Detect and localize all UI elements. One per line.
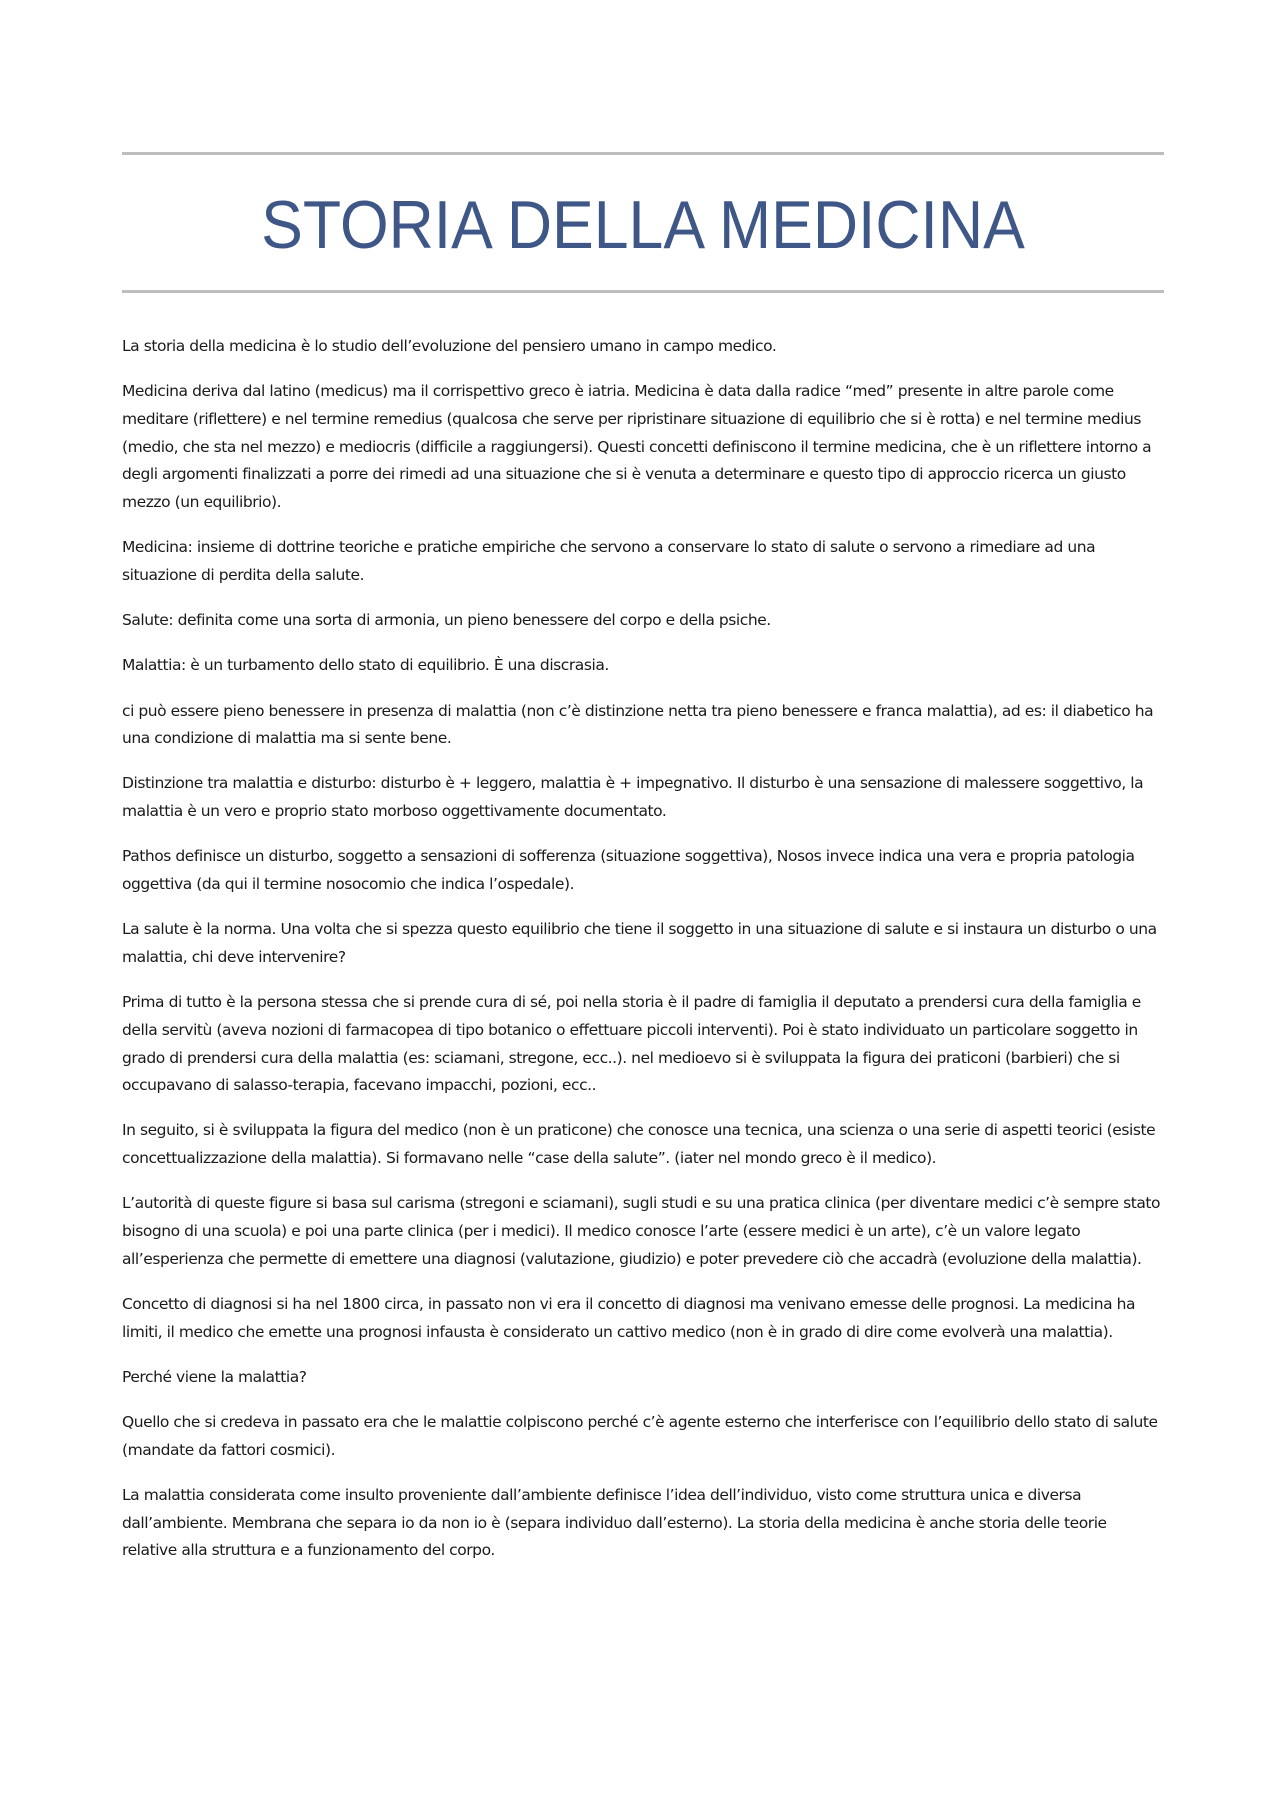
paragraph-intro: La storia della medicina è lo studio dell’evoluzione del pensiero umano in campo medico. (122, 337, 777, 355)
title-top-rule (122, 152, 1164, 155)
paragraph-passato: Quello che si credeva in passato era che le malattie colpiscono perché c’è agente esterno che interferisce con l’equilibrio dello stato di salute (mandate da fattori cosmici). (122, 1413, 1158, 1459)
paragraph-distinzione: Distinzione tra malattia e disturbo: disturbo è + leggero, malattia è + impegnativo. Il disturbo è una sensazione di malessere soggettivo, la malattia è un vero e proprio stato morboso oggettivamente documentato. (122, 774, 1144, 821)
paragraph-ambiente: La malattia considerata come insulto proveniente dall’ambiente definisce l’idea dell’individuo, visto come struttura unica e diversa dall’ambiente. Membrana che separa io da non io è (separa individuo dall’esterno). La storia della medicina è anche storia delle teorie relative alla struttura e a funzionamento del corpo. (122, 1486, 1107, 1560)
document-title: STORIA DELLA MEDICINA (261, 187, 1025, 263)
paragraph-benessere: ci può essere pieno benessere in presenza di malattia (non c’è distinzione netta tra pieno benessere e franca malattia), ad es: il diabetico ha una condizione di malattia ma si sente bene. (122, 701, 1154, 748)
paragraph-diagnosi: Concetto di diagnosi si ha nel 1800 circa, in passato non vi era il concetto di diagnosi ma venivano emesse delle prognosi. La medicina ha limiti, il medico che emette una prognosi infausta è considerato un cattivo medico (non è in grado di dire come evolverà una malattia). (122, 1294, 1136, 1341)
paragraph-definition-malattia: Malattia: è un turbamento dello stato di equilibrio. È una discrasia. (122, 656, 609, 675)
document-body (122, 333, 1164, 1583)
paragraph-definition-medicina: Medicina: insieme di dottrine teoriche e pratiche empiriche che servono a conservare lo stato di salute o servono a rimediare ad una situazione di perdita della salute. (122, 538, 1096, 584)
paragraph-pathos-nosos: Pathos definisce un disturbo, soggetto a sensazioni di sofferenza (situazione soggettiva), Nosos invece indica una vera e propria patologia oggettiva (da qui il termine nosocomio che indica l’ospedale). (122, 847, 1135, 894)
paragraph-definition-salute: Salute: definita come una sorta di armonia, un pieno benessere del corpo e della psiche. (122, 611, 771, 630)
paragraph-medico: In seguito, si è sviluppata la figura del medico (non è un praticone) che conosce una tecnica, una scienza o una serie di aspetti teorici (esiste concettualizzazione della malattia). Si formavano nelle “case della salute”. (iater nel mondo greco è il medico). (122, 1121, 1156, 1168)
paragraph-autorita: L’autorità di queste figure si basa sul carisma (stregoni e sciamani), sugli studi e su una pratica clinica (per diventare medici c’è sempre stato bisogno di una scuola) e poi una parte clinica (per i medici). Il medico conosce l’arte (essere medici è un arte), c’è un valore legato all’esperienza che permette di emettere una diagnosi (valutazione, giudizio) e poter prevedere ciò che accadrà (evoluzione della malattia). (122, 1194, 1161, 1268)
paragraph-question: Perché viene la malattia? (122, 1367, 307, 1386)
paragraph-cura: Prima di tutto è la persona stessa che si prende cura di sé, poi nella storia è il padre di famiglia il deputato a prendersi cura della famiglia e della servitù (aveva nozioni di farmacopea di tipo botanico o effettuare piccoli interventi). Poi è stato individuato un particolare soggetto in grado di prendersi cura della malattia (es: sciamani, stregone, ecc..). nel medioevo si è sviluppata la figura dei praticoni (barbieri) che si occupavano di salasso-terapia, facevano impacchi, pozioni, ecc.. (122, 993, 1141, 1095)
title-bottom-rule (122, 290, 1164, 293)
paragraph-norma: La salute è la norma. Una volta che si spezza questo equilibrio che tiene il soggetto in una situazione di salute e si instaura un disturbo o una malattia, chi deve intervenire? (122, 920, 1157, 966)
paragraph-etymology: Medicina deriva dal latino (medicus) ma il corrispettivo greco è iatria. Medicina è data dalla radice “med” presente in altre parole come meditare (riflettere) e nel termine remedius (qualcosa che serve per ripristinare situazione di equilibrio che si è rotta) e nel termine medius (medio, che sta nel mezzo) e mediocris (difficile a raggiungersi). Questi concetti definiscono il termine medicina, che è un riflettere intorno a degli argomenti finalizzati a porre dei rimedi ad una situazione che si è venuta a determinare e questo tipo di approccio ricerca un giusto mezzo (un equilibrio). (122, 382, 1152, 512)
